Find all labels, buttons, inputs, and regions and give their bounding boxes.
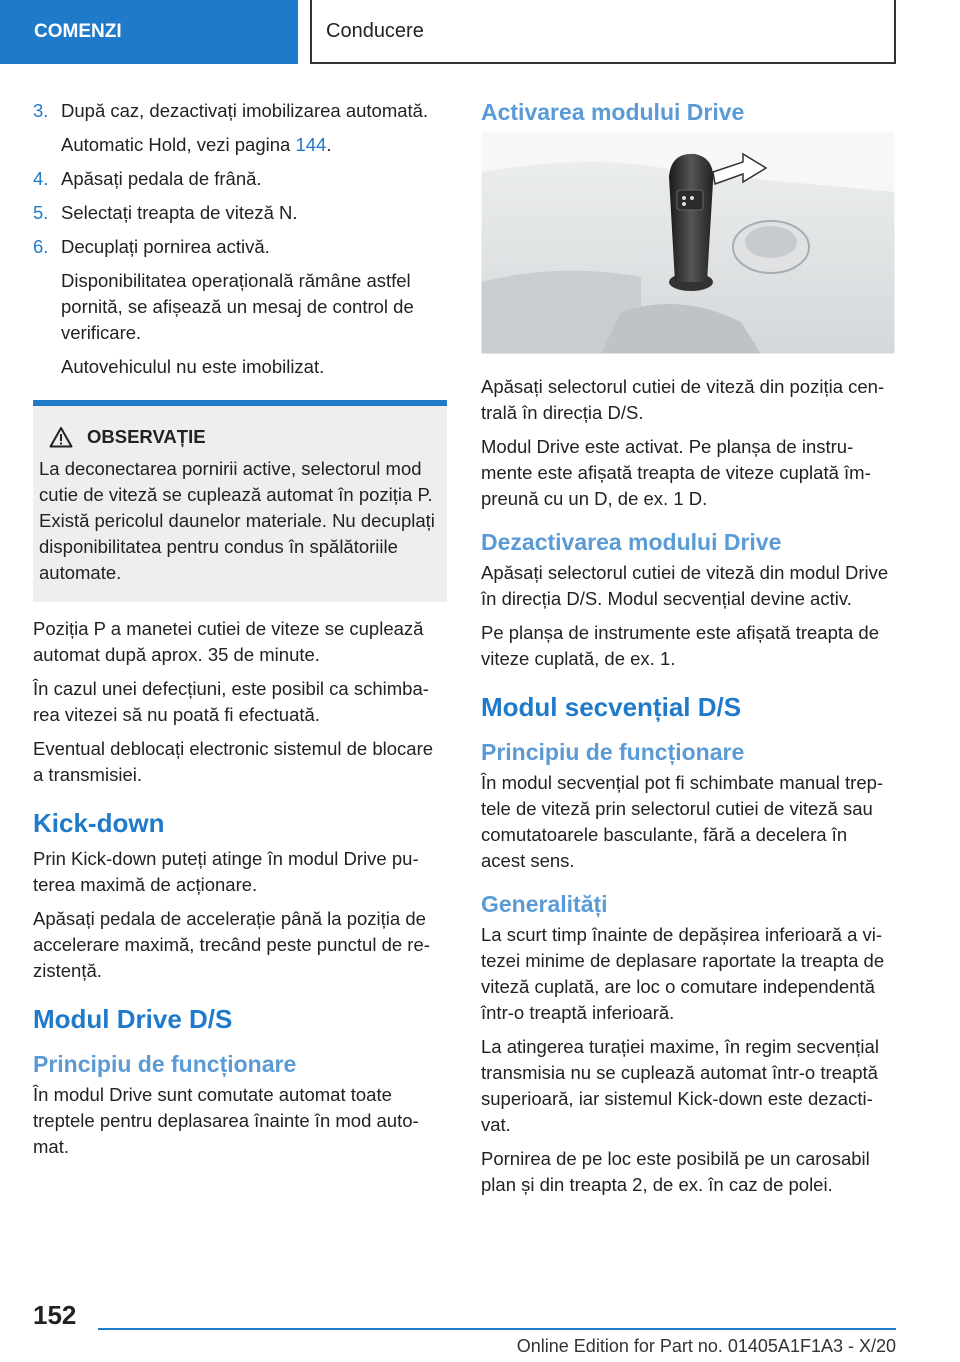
paragraph: Apăsați selectorul cutiei de viteză din modul Drive în direcția D/S. Modul secvențial devine activ. [481,562,889,609]
left-column [33,98,447,1168]
paragraph: Pe planșa de instrumente este afișată treapta de viteze cuplată, de ex. 1. [481,622,880,669]
subheading-activate-drive: Activarea modului Drive [481,99,745,125]
heading-drive-mode: Modul Drive D/S [33,1004,233,1034]
page-number: 152 [33,1300,77,1330]
chapter-tab[interactable] [0,0,298,64]
step-text: Selectați treapta de viteză N. [61,202,298,223]
step-number: 6. [33,236,49,257]
paragraph: În modul Drive sunt comutate automat toate treptele pentru deplasarea înainte în mod automat. [33,1084,419,1157]
step-note-suffix: . [326,134,332,155]
step-3-note [33,132,447,158]
step-6 [33,234,447,260]
notice-box [33,400,447,602]
heading-kickdown: Kick-down [33,808,165,838]
footer-divider [98,1328,896,1330]
subheading-seq-principle: Principiu de funcționare [481,739,745,765]
subheading-general: Generalități [481,891,608,917]
notice-header [49,424,441,450]
notice-title: OBSERVAȚIE [87,426,206,447]
paragraph: Modul Drive este activat. Pe planșa de instrumente este afișată treapta de viteze cuplată împreună cu un D, de ex. 1 D. [481,436,871,509]
gear-selector-image [481,132,895,354]
subheading-drive-principle: Principiu de funcționare [33,1051,297,1077]
page-link[interactable]: 144 [295,134,327,155]
paragraph: Pornirea de pe loc este posibilă pe un carosabil plan și din treapta 2, de ex. în caz de polei. [481,1148,870,1195]
paragraph: Poziția P a manetei cutiei de viteze se cuplează automat după aprox. 35 de minute. [33,618,424,665]
paragraph: Apăsați pedala de accelerație până la poziția de accelerare maximă, trecând peste punctul de rezistență. [33,908,430,981]
chapter-tab-label: COMENZI [34,21,122,42]
step-number: 4. [33,168,49,189]
paragraph: La scurt timp înainte de depășirea inferioară a vitezei minime de deplasare raportate la treapta de viteză cuplată, are loc o comutare independentă într-o treaptă inferioară. [481,924,885,1023]
step-6-note-1: Disponibilitatea operațională rămâne astfel pornită, se afișează un mesaj de control de verificare. [61,270,414,343]
paragraph: Prin Kick-down puteți atinge în modul Drive puterea maximă de acționare. [33,848,419,895]
step-text: Decuplați pornirea activă. [61,236,270,257]
notice-text: La deconectarea pornirii active, selectorul mod cutie de viteză se cuplează automat în poziția P. Există pericolul daunelor materiale. Nu decuplați disponibilitatea pentru condus în spălătoriile automate. [39,458,435,583]
section-title: Conducere [326,19,424,42]
subheading-deactivate-drive: Dezactivarea modului Drive [481,529,782,555]
paragraph: În cazul unei defecțiuni, este posibil ca schimbarea vitezei să nu poată fi efectuată. [33,678,429,725]
step-5 [33,200,447,226]
footer-edition: Online Edition for Part no. 01405A1F1A3 - X/20 [516,1336,896,1356]
right-column [481,98,895,1206]
step-number: 3. [33,100,49,121]
warning-icon [49,426,73,448]
step-text: După caz, dezactivați imobilizarea automată. [61,100,429,121]
step-note-text: Automatic Hold, vezi pagina [61,134,296,155]
step-number: 5. [33,202,49,223]
heading-sequential-mode: Modul secvențial D/S [481,692,742,722]
paragraph: Apăsați selectorul cutiei de viteză din poziția centrală în direcția D/S. [481,376,885,423]
paragraph: Eventual deblocați electronic sistemul de blocare a transmisiei. [33,738,434,785]
section-header [310,0,896,64]
step-text: Apăsați pedala de frână. [61,168,262,189]
step-6-note-2: Autovehiculul nu este imobilizat. [61,356,325,377]
step-3 [33,98,447,124]
paragraph: La atingerea turației maxime, în regim secvențial transmisia nu se cuplează automat într-o treaptă superioară, iar sistemul Kick-down este dezactivat. [481,1036,879,1135]
step-4 [33,166,447,192]
paragraph: În modul secvențial pot fi schimbate manual treptele de viteză prin selectorul cutiei de viteză sau comutatoarele basculante, fără a decelera în acest sens. [481,772,884,871]
